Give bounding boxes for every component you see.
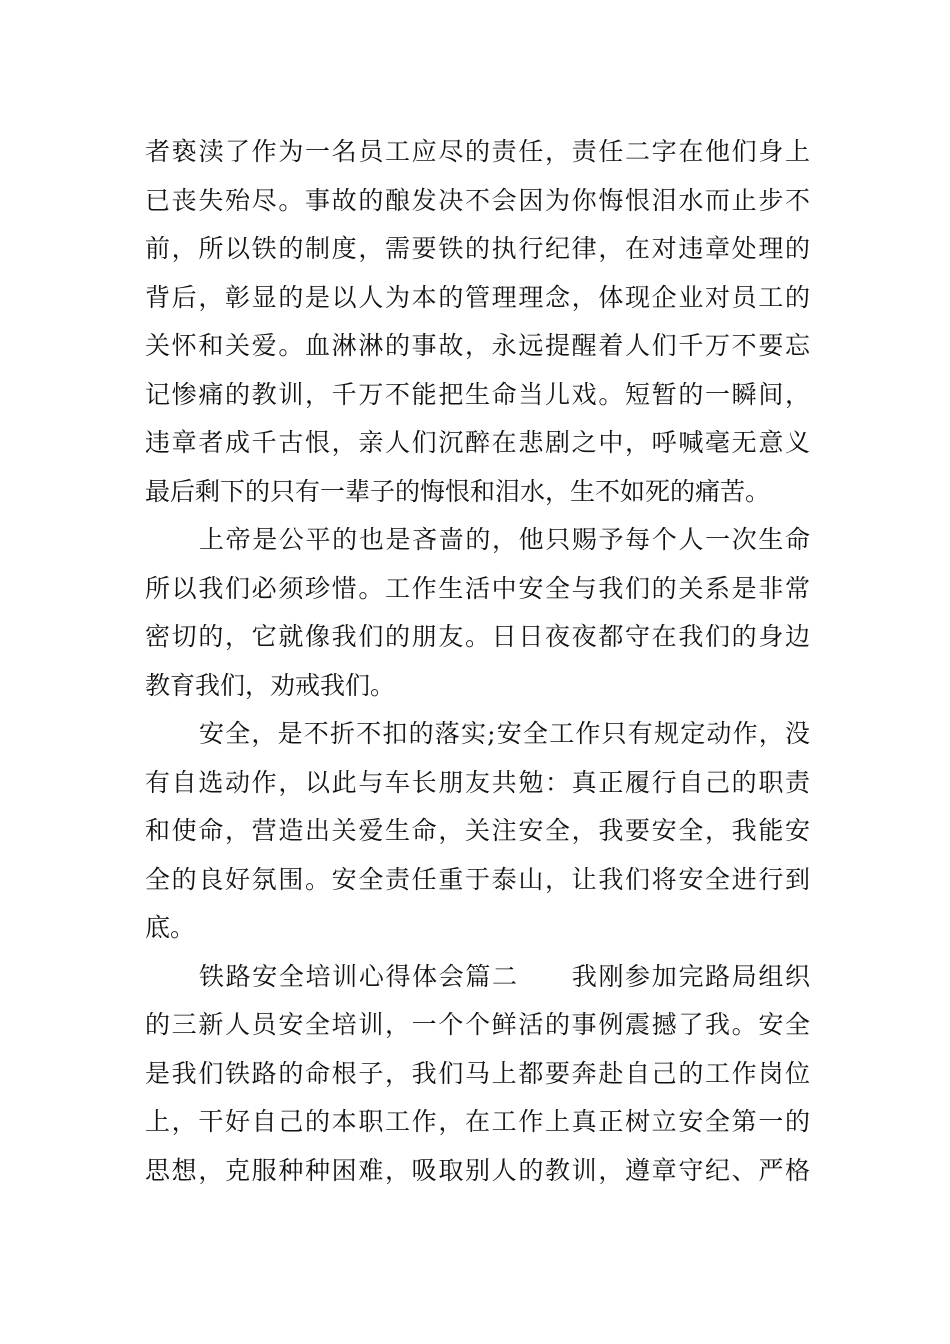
text-line: 违章者成千古恨，亲人们沉醉在悲剧之中，呼喊毫无意义 (145, 428, 810, 457)
text-line: 前，所以铁的制度，需要铁的执行纪律，在对违章处理的 (145, 234, 810, 263)
text-line: 和使命，营造出关爱生命，关注安全，我要安全，我能安 (145, 816, 810, 845)
text-line: 底。 (145, 913, 196, 942)
text-line: 所以我们必须珍惜。工作生活中安全与我们的关系是非常 (145, 573, 810, 603)
text-line: 已丧失殆尽。事故的酿发决不会因为你悔恨泪水而止步不 (145, 185, 810, 215)
text-line: 安全，是不折不扣的落实;安全工作只有规定动作，没 (199, 719, 810, 748)
text-line: 是我们铁路的命根子，我们马上都要奔赴自己的工作岗位 (145, 1058, 810, 1088)
text-line: 全的良好氛围。安全责任重于泰山，让我们将安全进行到 (145, 864, 810, 894)
text-line: 关怀和关爱。血淋淋的事故，永远提醒着人们千万不要忘 (145, 331, 810, 360)
text-line: 思想，克服种种困难，吸取别人的教训，遵章守纪、严格 (145, 1155, 810, 1185)
text-line: 者亵渎了作为一名员工应尽的责任，责任二字在他们身上 (145, 137, 810, 166)
text-line: 背后，彰显的是以人为本的管理理念，体现企业对员工的 (145, 282, 810, 312)
text-line: 上，干好自己的本职工作，在工作上真正树立安全第一的 (145, 1107, 810, 1136)
text-line: 有自选动作，以此与车长朋友共勉：真正履行自己的职责 (145, 767, 810, 797)
text-line: 上帝是公平的也是吝啬的，他只赐予每个人一次生命 (199, 525, 810, 554)
text-line: 记惨痛的教训，千万不能把生命当儿戏。短暂的一瞬间， (145, 379, 810, 409)
text-line: 教育我们，劝戒我们。 (145, 670, 396, 700)
text-line: 密切的，它就像我们的朋友。日日夜夜都守在我们的身边 (145, 622, 810, 651)
text-line: 最后剩下的只有一辈子的悔恨和泪水，生不如死的痛苦。 (145, 476, 771, 506)
body-text (145, 128, 810, 1195)
text-line: 铁路安全培训心得体会篇二 我刚参加完路局组织 (199, 961, 810, 991)
text-line: 的三新人员安全培训，一个个鲜活的事例震撼了我。安全 (145, 1010, 810, 1039)
